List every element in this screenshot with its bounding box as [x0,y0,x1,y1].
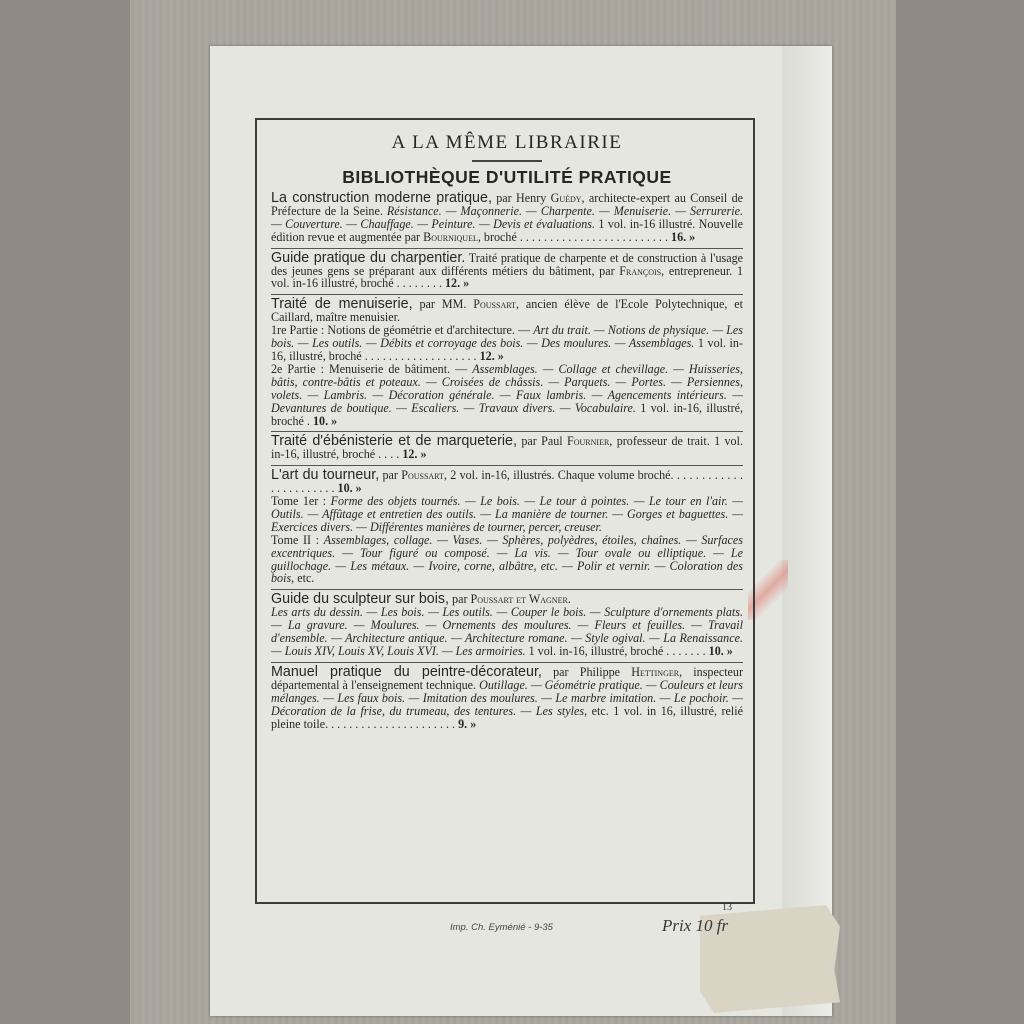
entry-by: par [449,592,471,607]
entry-author: Poussart et Wagner. [470,592,571,607]
catalog-entry-menuiserie [271,294,743,427]
catalog-entry-sculpteur [271,589,743,658]
entry-format: 1 vol. in-16, illustré, broché . . . . . . . [525,644,709,658]
entry-description: inspecteur départemental à l'enseignement technique. [271,664,744,692]
publisher-heading: A LA MÊME LIBRAIRIE [391,132,623,153]
cover-worn-edge [782,46,832,1016]
entry-part-1 [271,324,743,363]
part-1-label: 1re Partie : Notions de géométrie et d'architecture. — [271,323,534,338]
part-2-topics: Assemblages. — Collage et chevillage. — Huisseries, bâtis, contre-bâtis et poteaux. — Croisées de châssis. — Parquets. — Portes. — Persiennes, volets. — Lambris. — Décoration générale. — Faux lambris. — Agencements intérieurs. — Devantures de boutique. — Escaliers. — Travaux divers. — Vocabulaire. [271,361,743,415]
catalog-entry-peintre [271,662,743,731]
catalog-entry-tourneur [271,465,743,585]
tome-2-tail: etc. [294,571,315,586]
entry-author: Guédy, [550,191,585,205]
entry-price: 10. » [337,481,362,496]
part-2-price: 10. » [312,413,338,428]
tome-2-label: Tome II : [271,532,324,547]
entry-format: professeur de trait. 1 vol. in-16, illustré, broché . . . . [271,434,743,462]
entry-by: par Henry [491,191,551,205]
entry-description: Traité pratique de charpente et de construction à l'usage des jeunes gens se préparant aux différents métiers du bâtiment, par [271,250,743,278]
catalog-entry-ebenisterie [271,431,743,461]
backdrop-right-band [896,0,1024,1024]
tome-2-topics: Assemblages, collage. — Vases. — Sphères, polyèdres, étoiles, chaînes. — Surfaces excentriques. — Tour figuré ou composé. — La vis. — Tour ovale ou elliptique. — Le guillochage. — Les métaux. — Ivoire, corne, albâtre, etc. — Polir et vernir. — Coloration des bois, [271,532,743,586]
entry-author: Poussart, [473,297,519,312]
series-title: BIBLIOTHÈQUE D'UTILITÉ PRATIQUE [342,167,672,187]
entry-format: 2 vol. in-16, illustrés. Chaque volume broché. . . . . . . . . . . . . . . . . . . . . . . [271,468,743,496]
entry-author: Poussart, [401,468,447,483]
part-2-format: 1 vol. in-16, illustré, broché . [271,400,743,428]
entry-topics: Les arts du dessin. — Les bois. — Les outils. — Couper le bois. — Sculpture d'ornements plats. — La gravure. — Moulures. — Ornements des moulures. — Fleurs et feuilles. — Travail d'ensemble. — Architecture antique. — Architecture romane. — Style ogival. — La Renaissance. — Louis XIV, Louis XV, Louis XVI. — Les armoiries. [271,605,743,658]
entry-description: architecte-expert au Conseil de Préfecture de la Seine. [271,191,743,218]
entry-title: Manuel pratique du peintre-décorateur, [271,663,542,680]
entry-title: Guide pratique du charpentier. [271,249,466,266]
entry-format: broché . . . . . . . . . . . . . . . . . . . . . . . . . [480,229,672,244]
price-label: Prix 10 fr [662,916,729,935]
part-1-format: 1 vol. in-16, illustré, broché . . . . . . . . . . . . . . . . . . . [271,336,743,363]
entry-tome-1 [271,495,743,534]
catalog-frame [255,118,755,904]
entry-title: Traité de menuiserie, [271,296,413,313]
entry-format: entrepreneur. 1 vol. in-16 illustré, broché . . . . . . . . [271,263,743,291]
entry-topics-block [271,606,743,658]
entry-title: L'art du tourneur, [271,467,380,484]
page-number: 13 [722,902,732,913]
backdrop-left-band [0,0,130,1024]
entry-part-2 [271,363,743,428]
entry-title: La construction moderne pratique, [271,190,492,206]
entry-price: 12. » [402,447,427,462]
entry-author: François, [619,263,665,278]
entry-price: 12. » [445,276,470,291]
entry-format: etc. 1 vol. in 16, illustré, relié pleine toile. . . . . . . . . . . . . . . . . . . . . . [271,703,743,731]
entry-price: 16. » [671,229,696,244]
entry-title: Guide du sculpteur sur bois, [271,591,450,608]
entry-by: par [379,468,402,483]
tome-1-label: Tome 1er : [271,494,331,509]
entry-title: Traité d'ébénisterie et de marqueterie, [271,433,517,450]
entry-edition: 1 vol. in-16 illustré. Nouvelle édition revue et augmentée par [271,216,743,244]
entry-by: par Philippe [541,664,632,679]
catalog-entry-construction [271,192,743,244]
entry-author: Hettinger, [631,664,683,679]
entry-description: ancien élève de l'Ecole Polytechnique, et Caillard, maître menuisier. [271,297,743,325]
entry-author: Fournier, [567,434,613,449]
entry-by: par Paul [516,434,568,449]
entry-by: par MM. [412,297,474,312]
part-2-label: 2e Partie : Menuiserie de bâtiment. — [271,361,473,376]
entry-price: 10. » [708,644,733,658]
heading-rule [472,160,542,162]
tome-1-topics: Forme des objets tournés. — Le bois. — Le tour à pointes. — Le tour en l'air. — Outils. — Affûtage et entretien des outils. — La manière de tourner. — Gorges et baguettes. — Exercices divers. — Différentes manières de tourner, percer, creuser. [271,494,743,534]
printer-imprint: Imp. Ch. Eyménié - 9-35 [450,922,553,933]
entry-tome-2 [271,534,743,586]
entry-topics: Outillage. — Géométrie pratique. — Couleurs et leurs mélanges. — Les faux bois. — Imitation des moulures. — Le marbre imitation. — Le pochoir. — Décoration de la frise, du trumeau, des tentures. — Les styles, [271,677,743,718]
entry-topics: Résistance. — Maçonnerie. — Charpente. — Menuiserie. — Serrurerie. — Couverture. — Chauffage. — Peinture. — Devis et évaluations. [271,203,743,231]
part-1-price: 12. » [479,348,504,363]
catalog-entry-charpentier [271,248,743,291]
entry-price: 9. » [458,716,477,731]
part-1-topics: Art du trait. — Notions de physique. — Les bois. — Les outils. — Débits et corroyage des bois. — Des moulures. — Assemblages. [271,323,743,351]
entry-reviser: Bourniquel, [423,229,481,244]
